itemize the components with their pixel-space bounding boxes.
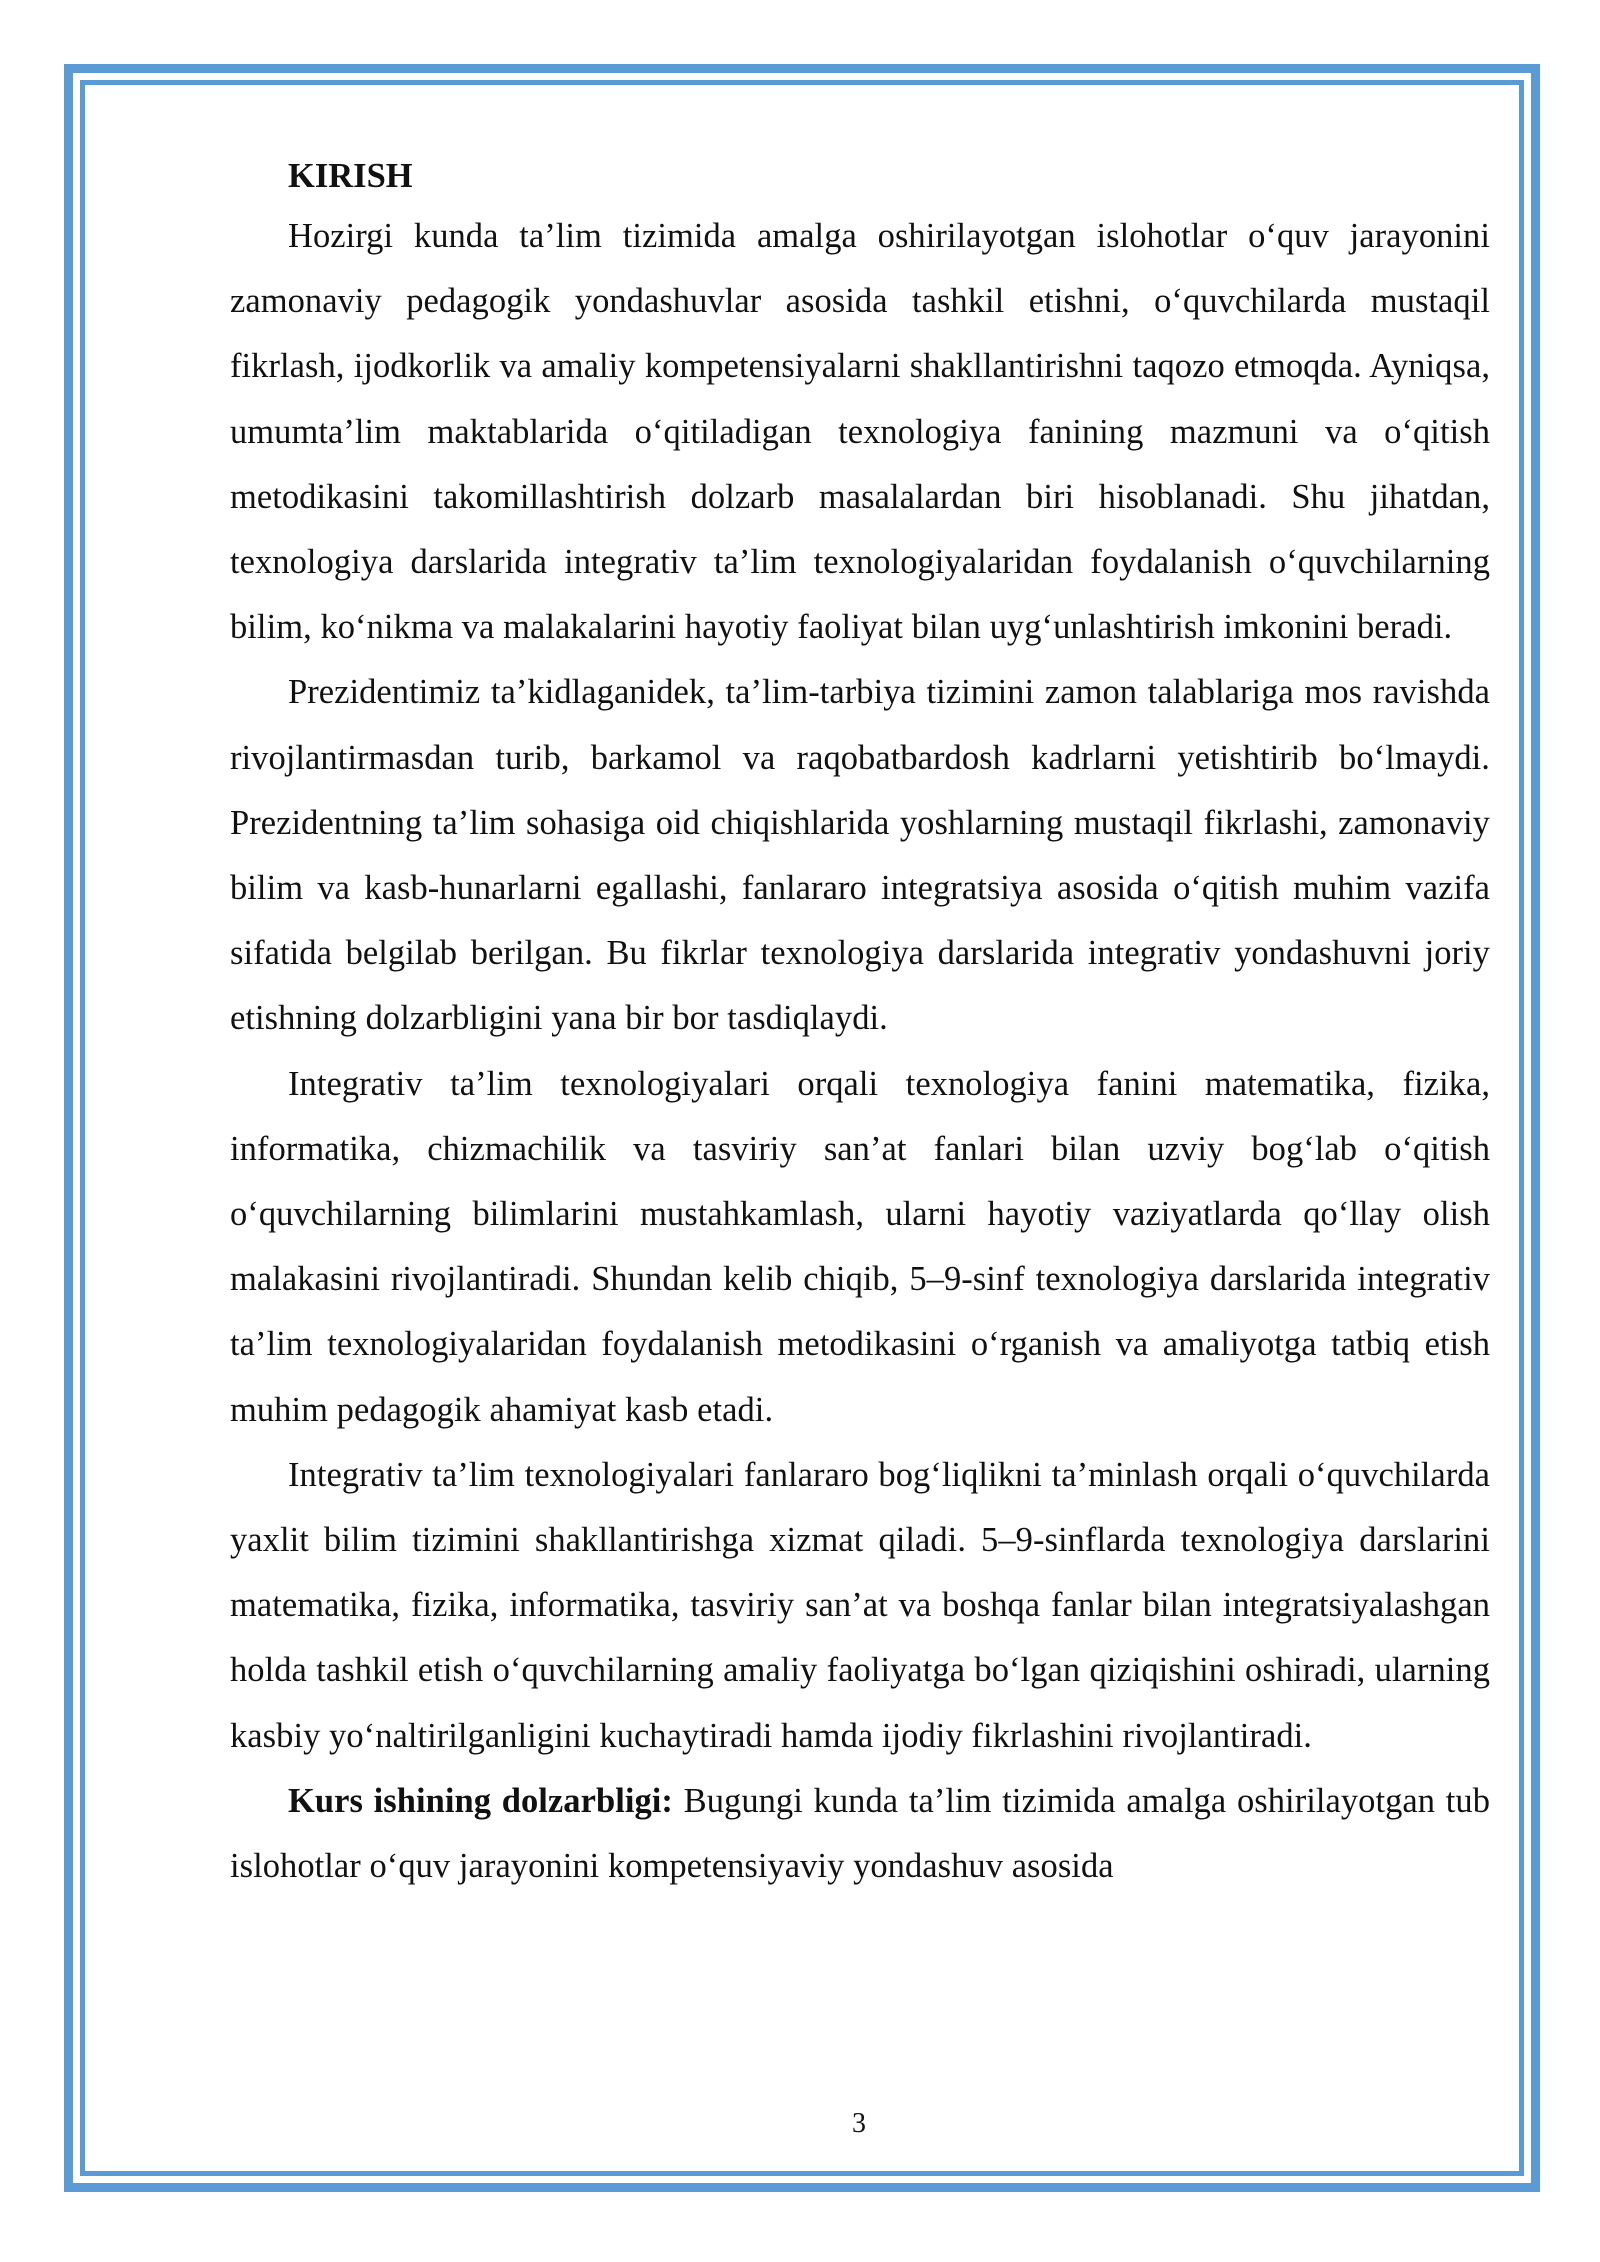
document-body xyxy=(230,148,1490,1899)
relevance-label: Kurs ishining dolzarbligi: xyxy=(288,1781,673,1820)
paragraph-3: Integrativ ta’lim texnologiyalari orqali texnologiya fanini matematika, fizika, informatika, chizmachilik va tasviriy san’at fanlari bilan uzviy bog‘lab o‘qitish o‘quvchilarning bilimlarini mustahkamlash, ularni hayotiy vaziyatlarda qo‘llay olish malakasini rivojlantiradi. Shundan kelib chiqib, 5–9-sinf texnologiya darslarida integrativ ta’lim texnologiyalaridan foydalanish metodikasini o‘rganish va amaliyotga tatbiq etish muhim pedagogik ahamiyat kasb etadi. xyxy=(230,1064,1490,1429)
paragraph-5 xyxy=(230,1769,1490,1899)
paragraph-1: Hozirgi kunda ta’lim tizimida amalga oshirilayotgan islohotlar o‘quv jarayonini zamonaviy pedagogik yondashuvlar asosida tashkil etishni, o‘quvchilarda mustaqil fikrlash, ijodkorlik va amaliy kompetensiyalarni shakllantirishni taqozo etmoqda. Ayniqsa, umumta’lim maktablarida o‘qitiladigan texnologiya fanining mazmuni va o‘qitish metodikasini takomillashtirish dolzarb masalalardan biri hisoblanadi. Shu jihatdan, texnologiya darslarida integrativ ta’lim texnologiyalaridan foydalanish o‘quvchilarning bilim, ko‘nikma va malakalarini hayotiy faoliyat bilan uyg‘unlashtirish imkonini beradi. xyxy=(230,217,1490,647)
relevance-text: Bugungi kunda ta’lim tizimida amalga oshirilayotgan tub islohotlar o‘quv jarayonini kompetensiyaviy yondashuv asosida xyxy=(230,1781,1490,1886)
section-heading: KIRISH xyxy=(288,157,413,195)
page-number: 3 xyxy=(852,2108,866,2139)
paragraph-4: Integrativ ta’lim texnologiyalari fanlararo bog‘liqlikni ta’minlash orqali o‘quvchilarda yaxlit bilim tizimini shakllantirishga xizmat qiladi. 5–9-sinflarda texnologiya darslarini matematika, fizika, informatika, tasviriy san’at va boshqa fanlar bilan integratsiyalashgan holda tashkil etish o‘quvchilarning amaliy faoliyatga bo‘lgan qiziqishini oshiradi, ularning kasbiy yo‘naltirilganligini kuchaytiradi hamda ijodiy fikrlashini rivojlantiradi. xyxy=(230,1455,1490,1755)
paragraph-2: Prezidentimiz ta’kidlaganidek, ta’lim-tarbiya tizimini zamon talablariga mos ravishda rivojlantirmasdan turib, barkamol va raqobatbardosh kadrlarni yetishtirib bo‘lmaydi. Prezidentning ta’lim sohasiga oid chiqishlarida yoshlarning mustaqil fikrlashi, zamonaviy bilim va kasb-hunarlarni egallashi, fanlararo integratsiya asosida o‘qitish muhim vazifa sifatida belgilab berilgan. Bu fikrlar texnologiya darslarida integrativ yondashuvni joriy etishning dolzarbligini yana bir bor tasdiqlaydi. xyxy=(230,673,1490,1038)
